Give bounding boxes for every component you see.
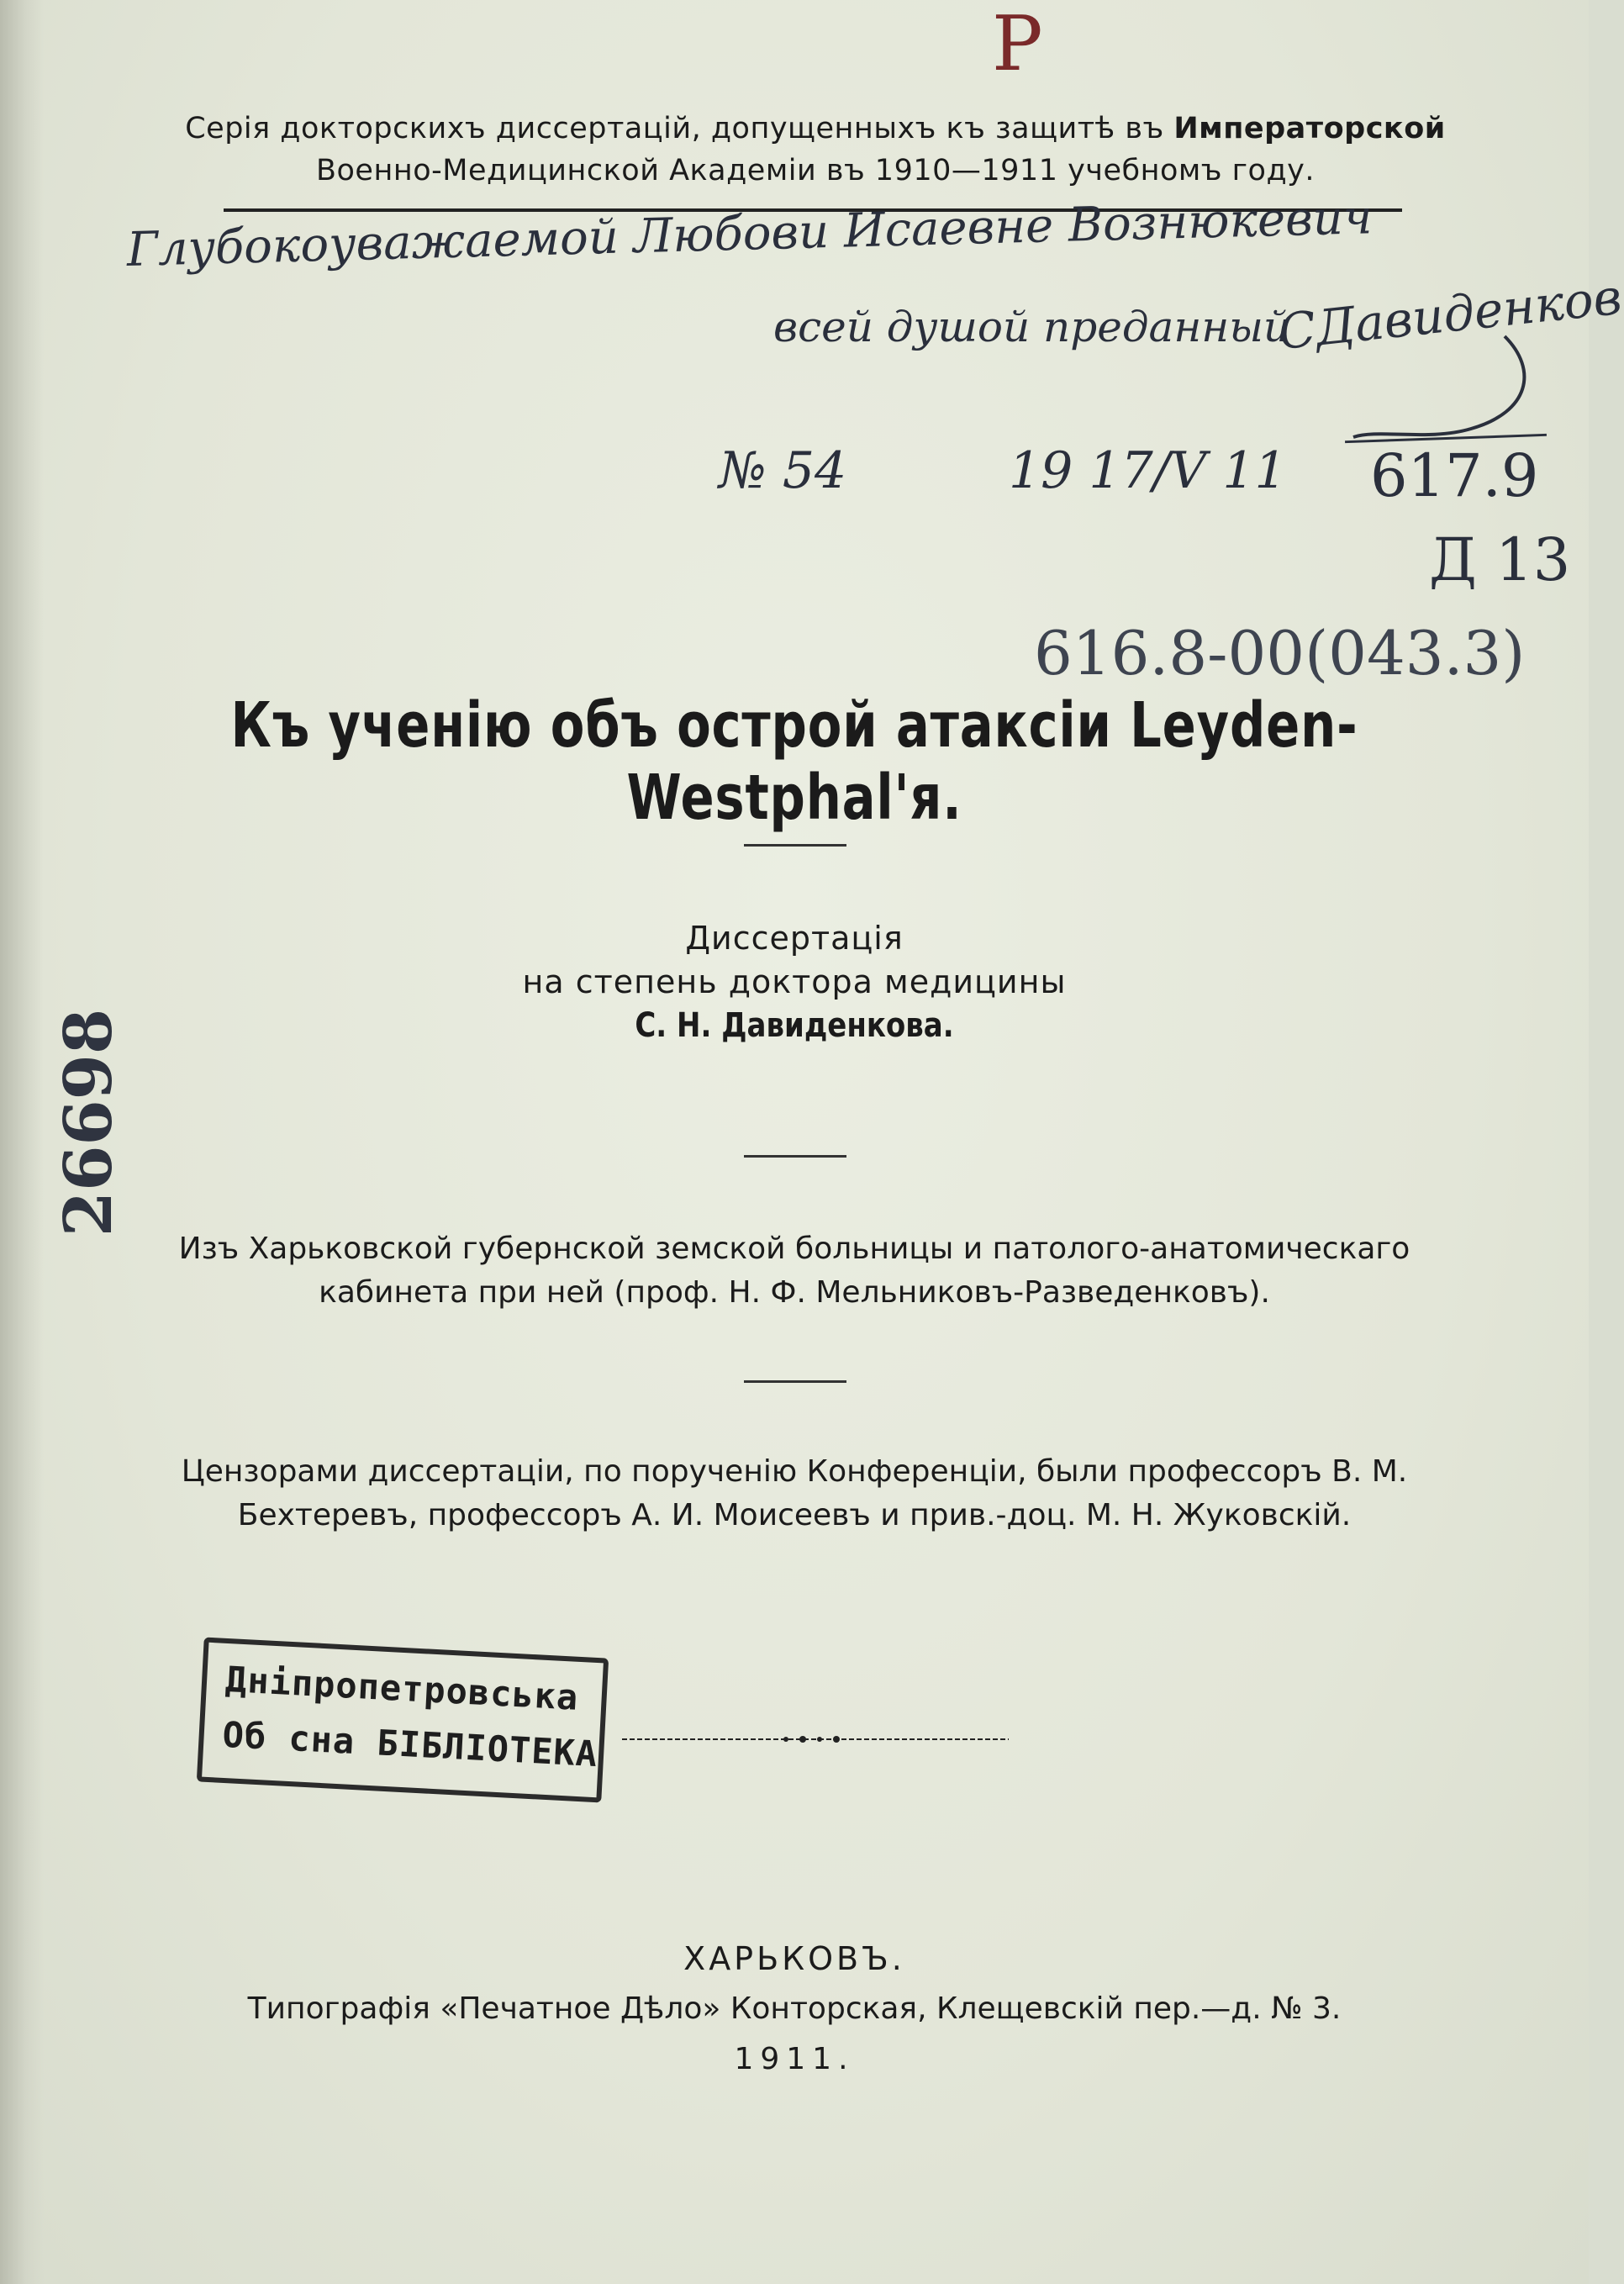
author-name: С. Н. Давиденкова. — [635, 1006, 954, 1045]
handwritten-dedication-line-2: всей душой преданный — [773, 303, 1291, 351]
classification-code-2: Д 13 — [1429, 525, 1571, 594]
handwritten-signature: СДавиденков — [1275, 267, 1624, 361]
imprint — [0, 1933, 1589, 2085]
affiliation — [0, 1227, 1589, 1315]
dissertation-title: Къ ученію объ острой атаксіи Leyden-Westphal'я. — [230, 689, 1358, 834]
library-stamp — [197, 1638, 609, 1803]
separator-1 — [744, 844, 846, 847]
handwritten-dedication-line-1: Глубокоуважаемой Любови Исаевне Вознюкевич — [126, 190, 1374, 277]
censors-line-1: Цензорами диссертаціи, по порученію Конференціи, были профессоръ В. М. — [181, 1454, 1408, 1489]
handwritten-inventory-number: 26698 — [50, 1008, 128, 1237]
separator-3 — [744, 1380, 846, 1383]
series-header — [185, 108, 1446, 192]
signature-flourish — [1345, 319, 1547, 454]
thesis-block — [0, 916, 1589, 1047]
series-line-1: Серія докторскихъ диссертацій, допущенныхъ къ защитѣ въ Императорской — [185, 112, 1446, 145]
handwritten-number: № 54 — [719, 441, 847, 500]
affiliation-line-1: Изъ Харьковской губернской земской больницы и патолого-анатомическаго — [178, 1232, 1410, 1266]
imprint-press: Типографія «Печатное Дѣло» Конторская, Клещевскій пер.—д. № 3. — [247, 1991, 1342, 2026]
classification-code-1: 617.9 — [1370, 441, 1539, 510]
imprint-city: ХАРЬКОВЪ. — [683, 1940, 905, 1977]
censors-line-2: Бехтеревъ, профессоръ А. И. Моисеевъ и прив.-доц. М. Н. Жуковскій. — [237, 1498, 1352, 1532]
ornamental-rule — [622, 1735, 1009, 1743]
thesis-line-1: Диссертація — [685, 920, 904, 957]
stamp-line-1: Дніпропетровська — [224, 1658, 580, 1718]
imprint-year: 1911. — [734, 2042, 855, 2076]
censors — [0, 1450, 1589, 1538]
pencil-mark: P — [992, 0, 1043, 88]
handwritten-date: 19 17/V 11 — [1009, 441, 1287, 500]
separator-2 — [744, 1155, 846, 1158]
series-line-2: Военно-Медицинской Академіи въ 1910—1911 учебномъ году. — [316, 154, 1315, 187]
series-line-1-bold: Императорской — [1173, 112, 1446, 145]
affiliation-line-2: кабинета при ней (проф. Н. Ф. Мельниковъ-Разведенковъ). — [319, 1275, 1270, 1310]
thesis-line-2: на степень доктора медицины — [522, 963, 1067, 1000]
classification-code-3: 616.8-00(043.3) — [1034, 618, 1526, 688]
stamp-line-2: Об сна БІБЛІОТЕКА — [221, 1713, 599, 1775]
